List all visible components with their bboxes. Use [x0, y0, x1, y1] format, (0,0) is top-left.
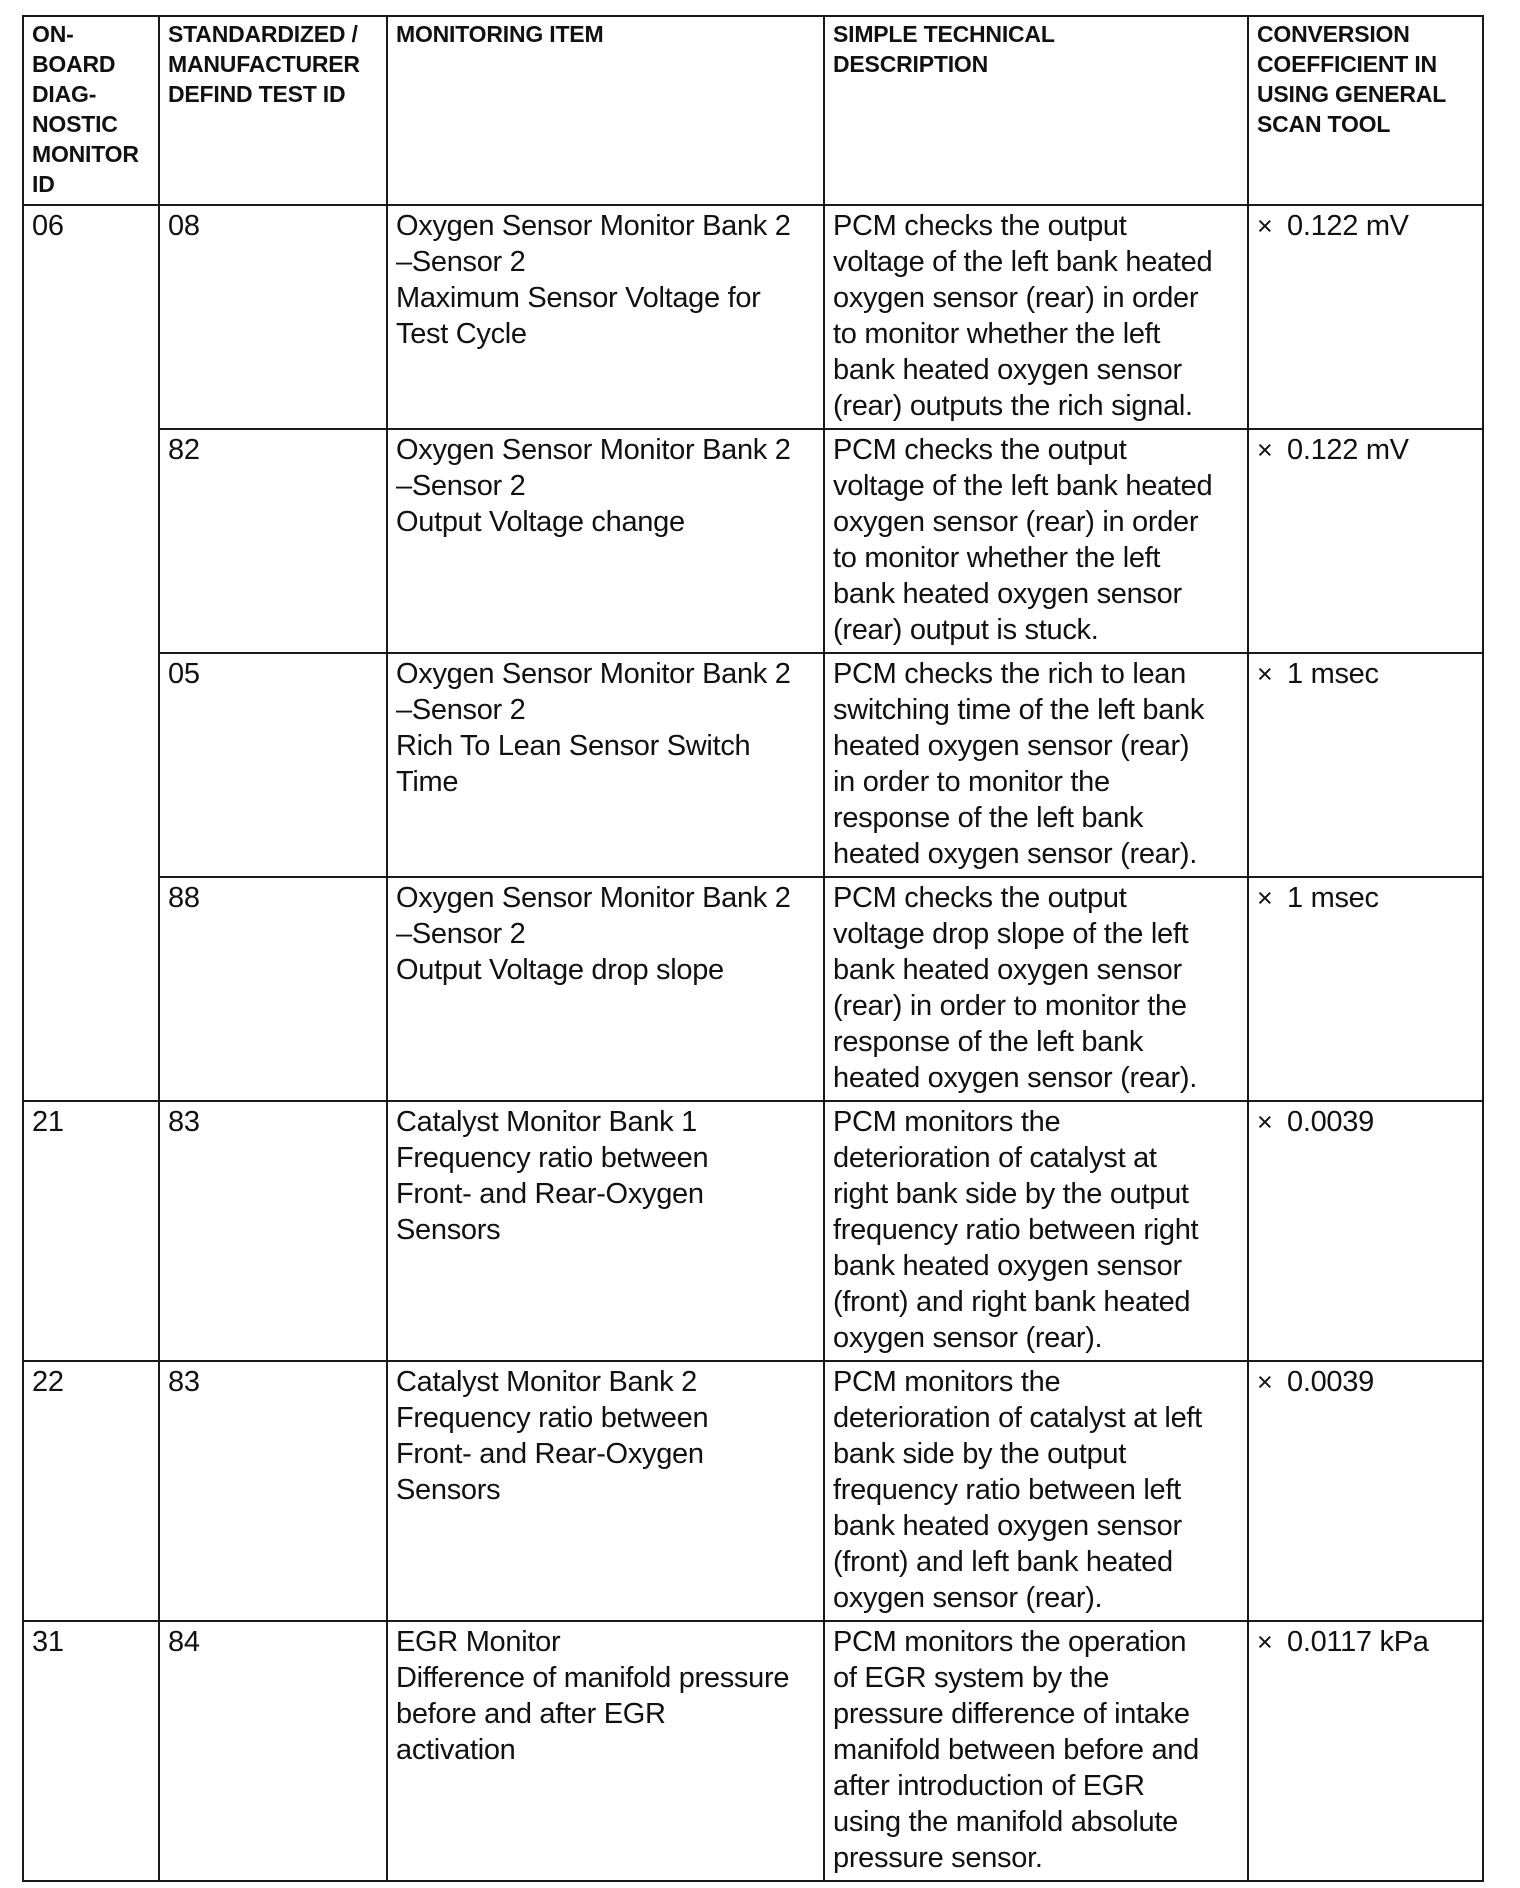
coefficient-cell: × 0.0117 kPa	[1248, 1621, 1483, 1881]
table-header-row	[23, 16, 1483, 205]
description-cell: PCM checks the output voltage of the left bank heated oxygen sensor (rear) in order to monitor whether the left bank heated oxygen sensor (rear) output is stuck.	[824, 429, 1248, 653]
obd-monitor-table	[22, 15, 1484, 1882]
test-id-cell: 05	[159, 653, 387, 877]
header-test-id: STANDARDIZED / MANUFACTURER DEFIND TEST ID	[159, 16, 387, 205]
table-row	[23, 653, 1483, 877]
monitoring-item-cell: Catalyst Monitor Bank 1 Frequency ratio between Front- and Rear-Oxygen Sensors	[387, 1101, 824, 1361]
coefficient-cell: × 0.0039	[1248, 1101, 1483, 1361]
header-monitoring-item: MONITORING ITEM	[387, 16, 824, 205]
monitoring-item-cell: Catalyst Monitor Bank 2 Frequency ratio between Front- and Rear-Oxygen Sensors	[387, 1361, 824, 1621]
monitoring-item-cell: Oxygen Sensor Monitor Bank 2 –Sensor 2 Rich To Lean Sensor Switch Time	[387, 653, 824, 877]
multiply-sign-icon: ×	[1257, 883, 1273, 913]
table-row	[23, 1101, 1483, 1361]
description-cell: PCM checks the rich to lean switching time of the left bank heated oxygen sensor (rear) in order to monitor the response of the left bank heated oxygen sensor (rear).	[824, 653, 1248, 877]
monitoring-item-cell: Oxygen Sensor Monitor Bank 2 –Sensor 2 Output Voltage change	[387, 429, 824, 653]
multiply-sign-icon: ×	[1257, 435, 1273, 465]
monitoring-item-cell: EGR Monitor Difference of manifold pressure before and after EGR activation	[387, 1621, 824, 1881]
table-row	[23, 1361, 1483, 1621]
table-row	[23, 1621, 1483, 1881]
table-row	[23, 429, 1483, 653]
coefficient-cell: × 0.122 mV	[1248, 429, 1483, 653]
description-cell: PCM monitors the deterioration of catalyst at left bank side by the output frequency ratio between left bank heated oxygen sensor (front) and left bank heated oxygen sensor (rear).	[824, 1361, 1248, 1621]
monitor-id-cell: 22	[23, 1361, 159, 1621]
header-description: SIMPLE TECHNICAL DESCRIPTION	[824, 16, 1248, 205]
monitor-id-cell: 21	[23, 1101, 159, 1361]
table-row	[23, 205, 1483, 429]
table-row	[23, 877, 1483, 1101]
coefficient-cell: × 0.122 mV	[1248, 205, 1483, 429]
monitoring-item-cell: Oxygen Sensor Monitor Bank 2 –Sensor 2 Maximum Sensor Voltage for Test Cycle	[387, 205, 824, 429]
coefficient-cell: × 0.0039	[1248, 1361, 1483, 1621]
monitor-id-cell: 06	[23, 205, 159, 1101]
header-coefficient: CONVERSION COEFFICIENT IN USING GENERAL SCAN TOOL	[1248, 16, 1483, 205]
coefficient-cell: × 1 msec	[1248, 653, 1483, 877]
test-id-cell: 88	[159, 877, 387, 1101]
description-cell: PCM checks the output voltage drop slope of the left bank heated oxygen sensor (rear) in order to monitor the response of the left bank heated oxygen sensor (rear).	[824, 877, 1248, 1101]
test-id-cell: 83	[159, 1361, 387, 1621]
coefficient-cell: × 1 msec	[1248, 877, 1483, 1101]
test-id-cell: 08	[159, 205, 387, 429]
description-cell: PCM monitors the deterioration of catalyst at right bank side by the output frequency ratio between right bank heated oxygen sensor (front) and right bank heated oxygen sensor (rear).	[824, 1101, 1248, 1361]
description-cell: PCM checks the output voltage of the left bank heated oxygen sensor (rear) in order to monitor whether the left bank heated oxygen sensor (rear) outputs the rich signal.	[824, 205, 1248, 429]
multiply-sign-icon: ×	[1257, 211, 1273, 241]
test-id-cell: 82	[159, 429, 387, 653]
multiply-sign-icon: ×	[1257, 1107, 1273, 1137]
multiply-sign-icon: ×	[1257, 1627, 1273, 1657]
description-cell: PCM monitors the operation of EGR system by the pressure difference of intake manifold between before and after introduction of EGR using the manifold absolute pressure sensor.	[824, 1621, 1248, 1881]
multiply-sign-icon: ×	[1257, 659, 1273, 689]
monitoring-item-cell: Oxygen Sensor Monitor Bank 2 –Sensor 2 Output Voltage drop slope	[387, 877, 824, 1101]
monitor-id-cell: 31	[23, 1621, 159, 1881]
test-id-cell: 84	[159, 1621, 387, 1881]
multiply-sign-icon: ×	[1257, 1367, 1273, 1397]
header-monitor-id: ON- BOARD DIAG- NOSTIC MONITOR ID	[23, 16, 159, 205]
test-id-cell: 83	[159, 1101, 387, 1361]
